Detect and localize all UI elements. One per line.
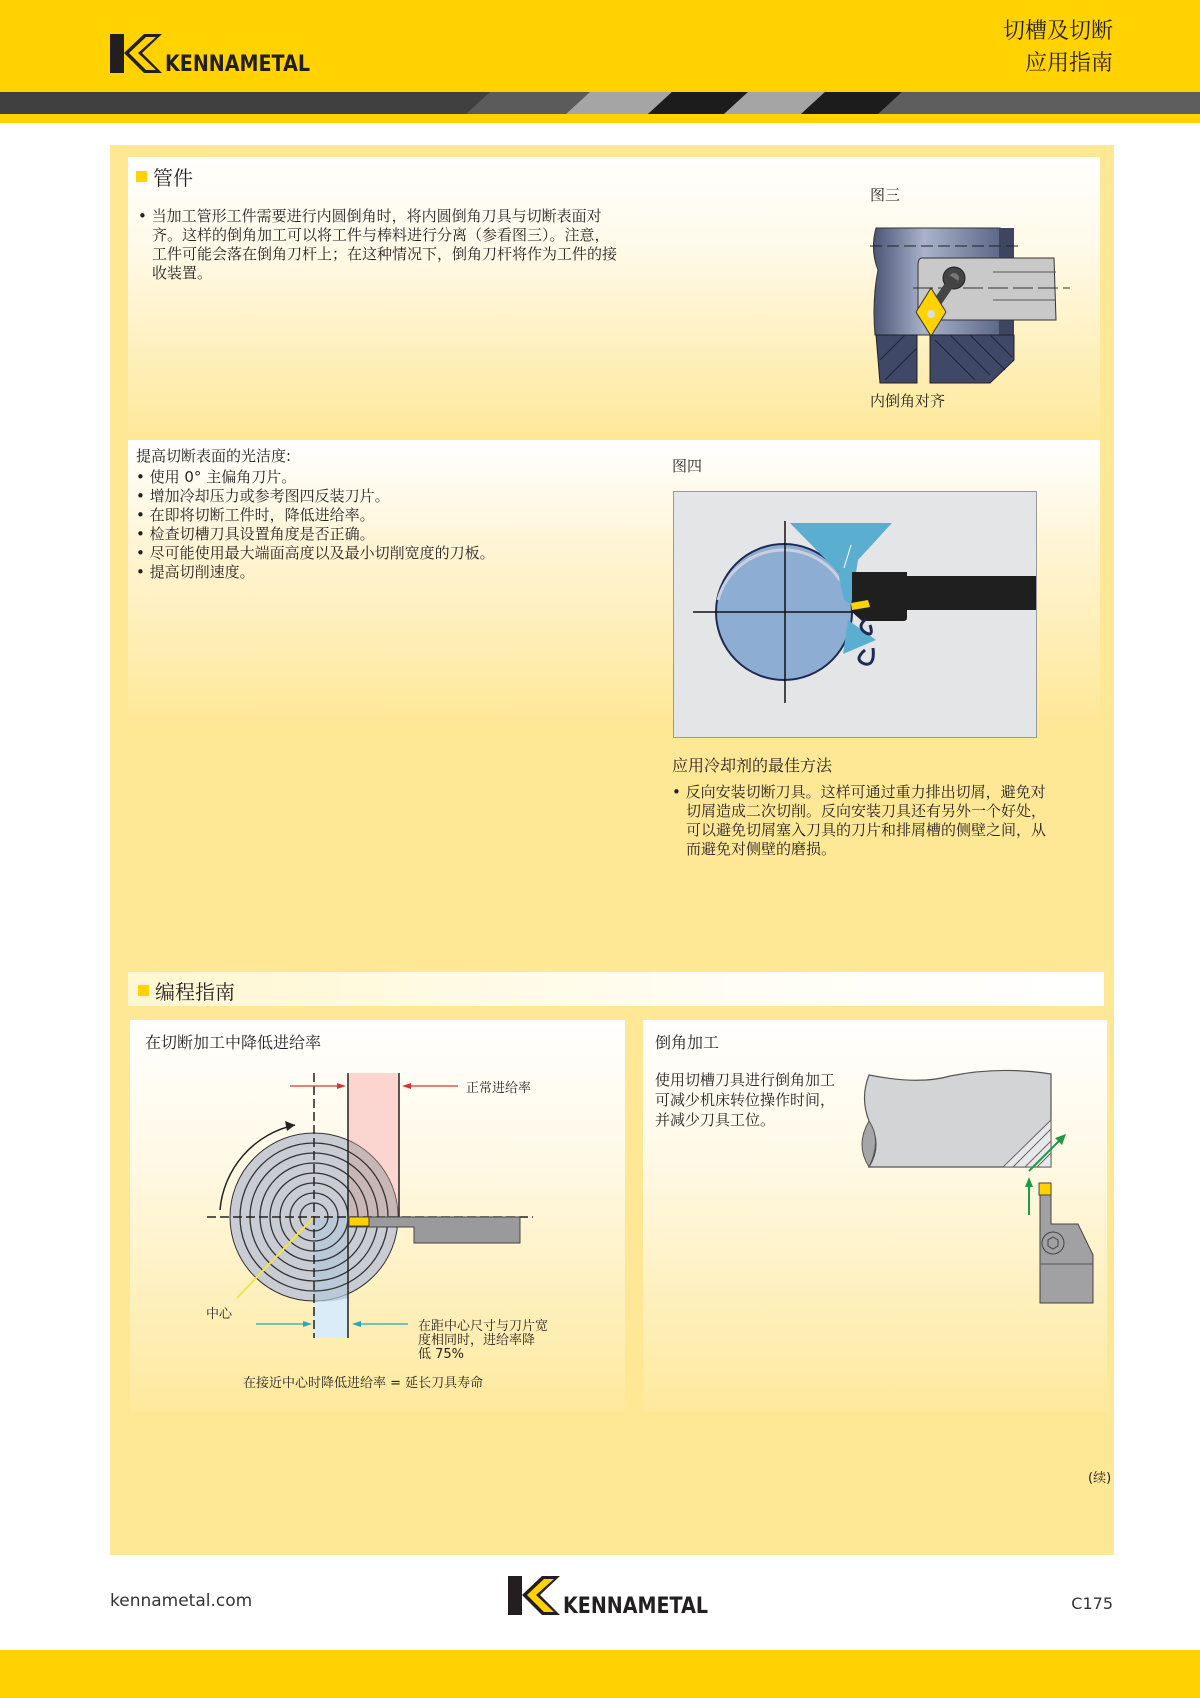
continued-label: (续) xyxy=(1088,1471,1112,1486)
finish-bullet: • 在即将切断工件时，降低进给率。 xyxy=(136,506,375,524)
figure4-title: 图四 xyxy=(672,457,703,475)
chamfer-text: 使用切槽刀具进行倒角加工可减少机床转位操作时间，并减少刀具工位。 xyxy=(655,1071,836,1129)
page-number: C175 xyxy=(1071,1594,1113,1613)
section-heading xyxy=(136,162,193,191)
coolant-bullet-text: 反向安装切断刀具。这样可通过重力排出切屑，避免对切屑造成二次切削。反向安装刀具还有另外一个好处，可以避免切屑塞入刀具的刀片和排屑槽的侧壁之间，从而避免对侧壁的磨损。 xyxy=(685,783,1047,858)
finish-bullet: • 使用 0° 主偏角刀片。 xyxy=(136,468,297,486)
finish-bullet-list xyxy=(136,468,616,582)
figure4-reverse-insert-illustration xyxy=(673,491,1038,739)
feed-rate-title: 在切断加工中降低进给率 xyxy=(145,1033,322,1052)
feed-rate-diagram xyxy=(130,1050,625,1400)
tubing-bullet: • 当加工管形工件需要进行内圆倒角时，将内圆倒角刀具与切断表面对齐。这样的倒角加工可以将工件与棒料进行分离（参看图三）。注意，工件可能会落在倒角刀杆上；在这种情况下，倒角刀杆将作为工件的接收装置。 xyxy=(138,207,618,282)
footer-kennametal-logo xyxy=(508,1576,713,1620)
finish-bullet-text: 尽可能使用最大端面高度以及最小切削宽度的刀板。 xyxy=(149,544,495,562)
tubing-heading: 管件 xyxy=(153,166,193,190)
figure3-caption: 内倒角对齐 xyxy=(870,392,946,410)
section-heading xyxy=(138,976,235,1005)
finish-bullet: • 增加冷却压力或参考图四反装刀片。 xyxy=(136,487,390,505)
center-label: 中心 xyxy=(206,1307,233,1322)
tubing-bullet-text: 当加工管形工件需要进行内圆倒角时，将内圆倒角刀具与切断表面对齐。这样的倒角加工可以将工件与棒料进行分离（参看图三）。注意，工件可能会落在倒角刀杆上；在这种情况下，倒角刀杆将作为工件的接收装置。 xyxy=(151,207,618,282)
programming-heading-bar xyxy=(128,972,1104,1006)
bullet-square-icon xyxy=(136,171,147,182)
header-stripe xyxy=(0,92,1200,114)
kennametal-logo xyxy=(110,34,315,78)
doc-title: 切槽及切断 xyxy=(1002,19,1113,44)
chamfer-title: 倒角加工 xyxy=(655,1033,720,1052)
normal-feed-label: 正常进给率 xyxy=(466,1081,532,1096)
reduce-label-line3: 低 75% xyxy=(418,1347,465,1362)
footer-band xyxy=(0,1650,1200,1698)
doc-subtitle: 应用指南 xyxy=(1024,51,1113,76)
reduce-label-line2: 度相同时，进给率降 xyxy=(418,1333,536,1348)
logo-wordmark: KENNAMETAL xyxy=(165,52,310,77)
page-header xyxy=(0,0,1200,92)
bullet-square-icon xyxy=(138,985,149,996)
header-rule xyxy=(0,114,1200,123)
coolant-bullet: • 反向安装切断刀具。这样可通过重力排出切屑，避免对切屑造成二次切削。反向安装刀具还有另外一个好处，可以避免切屑塞入刀具的刀片和排屑槽的侧壁之间，从而避免对侧壁的磨损。 xyxy=(672,783,1047,858)
finish-bullet-text: 使用 0° 主偏角刀片。 xyxy=(149,468,297,486)
figure3-title: 图三 xyxy=(870,186,901,204)
finish-bullet-text: 检查切槽刀具设置角度是否正确。 xyxy=(149,525,375,543)
finish-bullet-text: 增加冷却压力或参考图四反装刀片。 xyxy=(149,487,390,505)
programming-heading: 编程指南 xyxy=(155,980,235,1004)
chamfer-diagram xyxy=(855,1070,1100,1310)
finish-bullet: • 提高切削速度。 xyxy=(136,563,255,581)
finish-bullet-text: 在即将切断工件时，降低进给率。 xyxy=(149,506,375,524)
finish-bullet-text: 提高切削速度。 xyxy=(149,563,255,581)
finish-heading: 提高切断表面的光洁度: xyxy=(136,447,292,465)
finish-bullet: • 检查切槽刀具设置角度是否正确。 xyxy=(136,525,375,543)
footer-logo-wordmark: KENNAMETAL xyxy=(563,1594,708,1619)
feed-summary: 在接近中心时降低进给率 = 延长刀具寿命 xyxy=(243,1376,484,1391)
figure3-chamfer-alignment-illustration xyxy=(860,220,1080,390)
reduce-label-line1: 在距中心尺寸与刀片宽 xyxy=(418,1319,549,1334)
footer-website-link[interactable]: kennametal.com xyxy=(110,1591,253,1611)
coolant-heading: 应用冷却剂的最佳方法 xyxy=(672,756,833,775)
finish-bullet: • 尽可能使用最大端面高度以及最小切削宽度的刀板。 xyxy=(136,544,495,562)
